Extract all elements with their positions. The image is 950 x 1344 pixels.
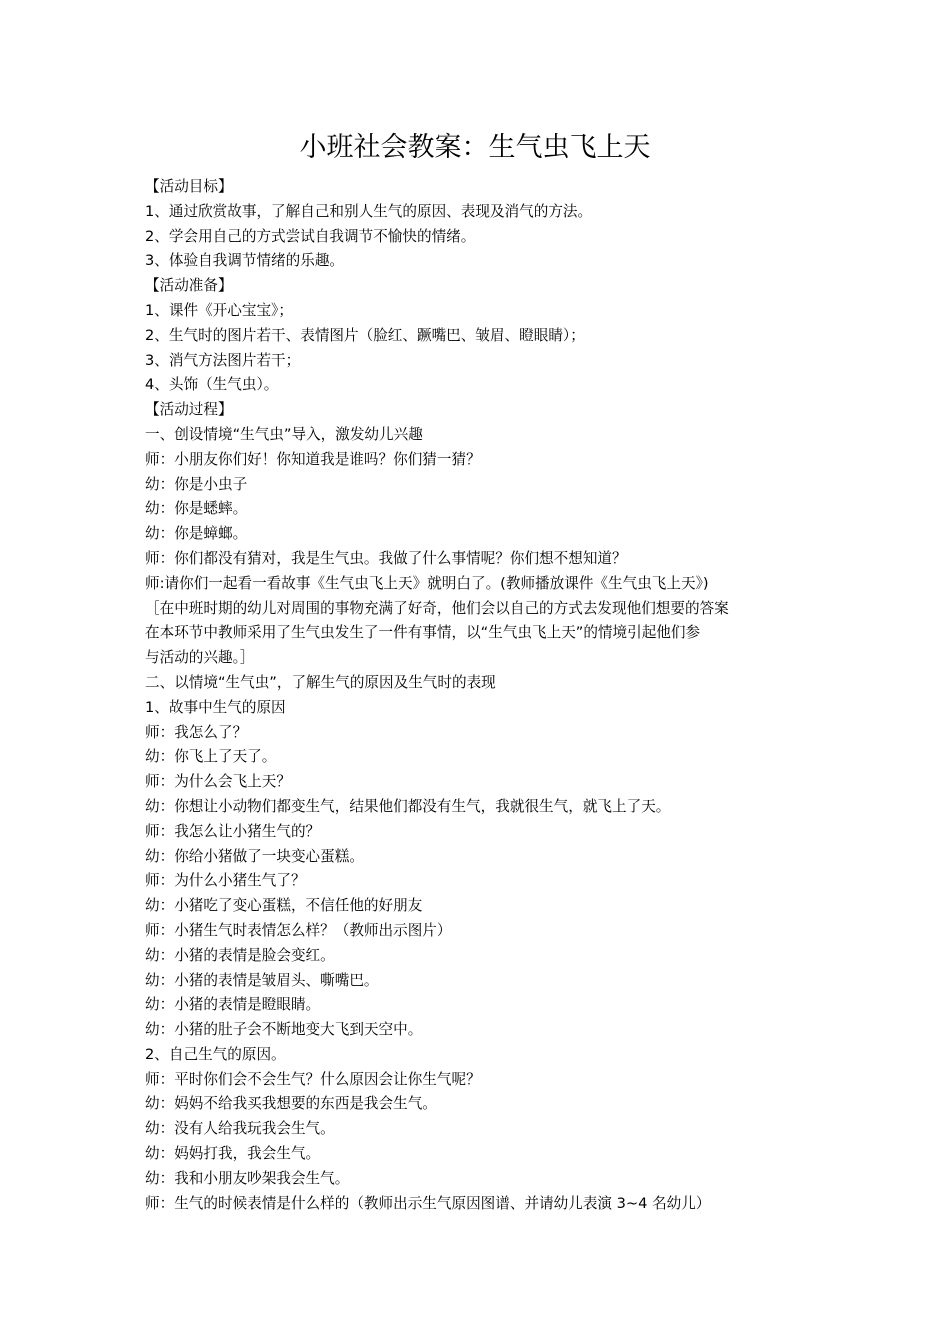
text-line: 幼：你飞上了天了。: [145, 748, 277, 766]
text-line: 幼：你是小虫子: [145, 475, 248, 493]
text-line: ［在中班时期的幼儿对周围的事物充满了好奇，他们会以自己的方式去发现他们想要的答案: [145, 599, 729, 617]
text-line: 1、通过欣赏故事，了解自己和别人生气的原因、表现及消气的方法。: [145, 202, 593, 220]
text-line: 师：为什么会飞上天？: [145, 773, 291, 791]
text-line: 幼：妈妈不给我买我想要的东西是我会生气。: [145, 1095, 437, 1113]
text-line: 幼：小猪的表情是瞪眼睛。: [145, 996, 321, 1014]
text-line: 师：小朋友你们好！你知道我是谁吗？你们猜一猜？: [145, 450, 481, 468]
text-line: 二、以情境“生气虫”，了解生气的原因及生气时的表现: [145, 673, 496, 691]
text-line: 幼：小猪的表情是皱眉头、嘶嘴巴。: [145, 971, 379, 989]
text-line: 师：你们都没有猜对，我是生气虫。我做了什么事情呢？你们想不想知道？: [145, 549, 627, 567]
text-line: 师：我怎么让小猪生气的？: [145, 822, 321, 840]
text-line: 幼：小猪的表情是脸会变红。: [145, 946, 335, 964]
text-line: 2、学会用自己的方式尝试自我调节不愉快的情绪。: [145, 227, 476, 245]
text-line: 1、课件《开心宝宝》；: [145, 301, 293, 319]
text-line: 幼：你想让小动物们都变生气，结果他们都没有生气，我就很生气，就飞上了天。: [145, 797, 671, 815]
text-line: 师：生气的时候表情是什么样的（教师出示生气原因图谱、并请幼儿表演 3~4 名幼儿）: [145, 1194, 711, 1212]
text-line: 4、头饰（生气虫）。: [145, 376, 279, 394]
text-line: 幼：你给小猪做了一块变心蛋糕。: [145, 847, 364, 865]
text-line: 【活动过程】: [145, 401, 233, 419]
text-line: 1、故事中生气的原因: [145, 698, 286, 716]
text-line: 【活动准备】: [145, 277, 233, 295]
text-line: 3、体验自我调节情绪的乐趣。: [145, 252, 345, 270]
text-line: 幼：妈妈打我，我会生气。: [145, 1145, 321, 1163]
text-line: 师:请你们一起看一看故事《生气虫飞上天》就明白了。(教师播放课件《生气虫飞上天》): [145, 574, 709, 592]
text-line: 【活动目标】: [145, 178, 233, 195]
text-line: 与活动的兴趣。］: [145, 649, 255, 667]
text-line: 在本环节中教师采用了生气虫发生了一件有事情，以“生气虫飞上天”的情境引起他们参: [145, 624, 701, 642]
text-line: 一、创设情境“生气虫”导入，激发幼儿兴趣: [145, 425, 423, 443]
document-body: [145, 175, 815, 1216]
text-line: 师：我怎么了？: [145, 723, 248, 741]
text-line: 3、消气方法图片若干；: [145, 351, 301, 369]
text-line: 2、生气时的图片若干、表情图片（脸红、蹶嘴巴、皱眉、瞪眼睛）；: [145, 326, 585, 344]
text-line: 幼：小猪的肚子会不断地变大飞到天空中。: [145, 1021, 423, 1039]
text-line: 幼：你是蟋蟀。: [145, 500, 248, 518]
text-line: 2、自己生气的原因。: [145, 1045, 286, 1063]
document-title: 小班社会教案：生气虫飞上天: [299, 132, 651, 163]
text-line: 幼：你是蟑螂。: [145, 525, 248, 543]
text-line: 师：小猪生气时表情怎么样？（教师出示图片）: [145, 921, 452, 939]
text-line: 幼：没有人给我玩我会生气。: [145, 1120, 335, 1138]
text-line: 师：为什么小猪生气了？: [145, 872, 306, 890]
text-line: 幼：小猪吃了变心蛋糕，不信任他的好朋友: [145, 897, 423, 915]
text-line: 师：平时你们会不会生气？什么原因会让你生气呢？: [145, 1070, 481, 1088]
text-line: 幼：我和小朋友吵架我会生气。: [145, 1169, 350, 1187]
